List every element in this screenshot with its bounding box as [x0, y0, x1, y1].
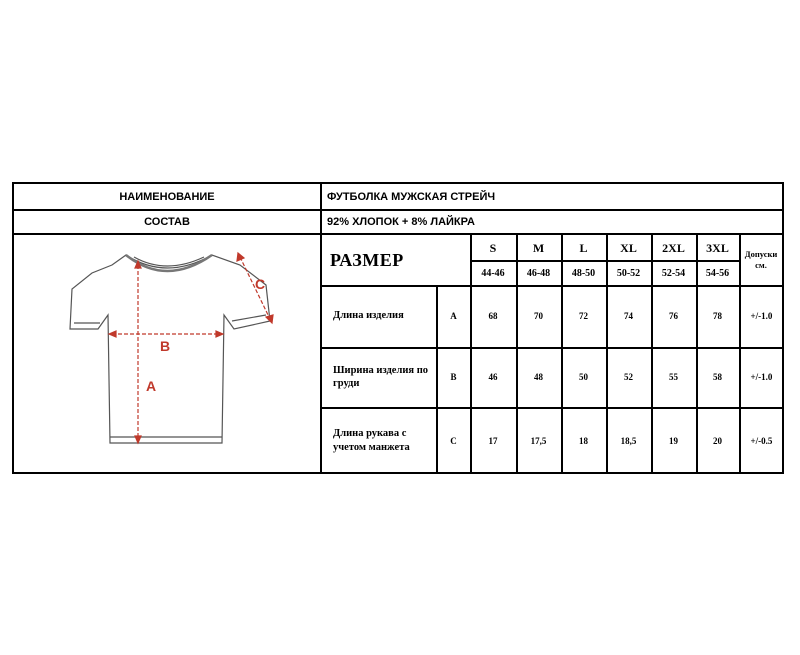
size-label: M [532, 240, 545, 255]
size-label: XL [620, 240, 637, 255]
table-title: РАЗМЕР [330, 249, 404, 270]
value-cell: 74 [624, 311, 633, 321]
value-cell: 17,5 [530, 435, 547, 446]
name-value: ФУТБОЛКА МУЖСКАЯ СТРЕЙЧ [327, 190, 496, 203]
value-cell: 48 [534, 372, 543, 382]
label-c: C [255, 276, 266, 292]
value-cell: 46 [488, 372, 498, 382]
label-a: A [146, 378, 157, 394]
tolerance-header: Допуски см. [744, 249, 778, 270]
value-cell: 50 [579, 372, 588, 382]
row-code: C [450, 435, 457, 446]
value-cell: 55 [669, 372, 678, 382]
composition-value: 92% ХЛОПОК + 8% ЛАЙКРА [327, 215, 475, 228]
size-range: 46-48 [526, 267, 551, 279]
size-range: 52-54 [661, 267, 686, 279]
size-range: 50-52 [616, 267, 641, 279]
tshirt-diagram [14, 235, 320, 473]
row-name: Ширина изделия по груди [333, 364, 428, 389]
row-code: B [450, 372, 457, 382]
value-cell: 76 [669, 311, 678, 321]
size-label: S [489, 240, 497, 255]
label-b: B [160, 338, 171, 354]
size-range: 54-56 [705, 267, 730, 279]
value-cell: 78 [713, 311, 722, 321]
value-cell: 20 [713, 435, 722, 446]
row-name: Длина изделия [333, 310, 404, 322]
value-cell: 52 [624, 372, 633, 382]
value-cell: 70 [534, 311, 543, 321]
tolerance-cell: +/-1.0 [750, 372, 773, 382]
tolerance-cell: +/-0.5 [750, 435, 773, 446]
size-range: 44-46 [481, 267, 505, 279]
value-cell: 68 [488, 311, 498, 321]
name-label: НАИМЕНОВАНИЕ [119, 190, 215, 203]
value-cell: 18,5 [620, 435, 637, 446]
tolerance-cell: +/-1.0 [750, 311, 773, 321]
value-cell: 17 [488, 435, 498, 446]
size-label: 3XL [706, 240, 729, 255]
size-label: L [579, 240, 588, 255]
value-cell: 18 [579, 435, 588, 446]
grid-vline-diagram [320, 233, 322, 474]
row-name: Длина рукава с учетом манжета [333, 428, 410, 453]
value-cell: 72 [579, 311, 588, 321]
value-cell: 58 [713, 372, 722, 382]
composition-label: СОСТАВ [144, 215, 190, 228]
row-code: A [450, 311, 457, 321]
value-cell: 19 [669, 435, 678, 446]
measurement-arrows [109, 253, 273, 443]
size-range: 48-50 [571, 267, 596, 279]
size-label: 2XL [662, 240, 685, 255]
header-column-divider [320, 182, 322, 234]
